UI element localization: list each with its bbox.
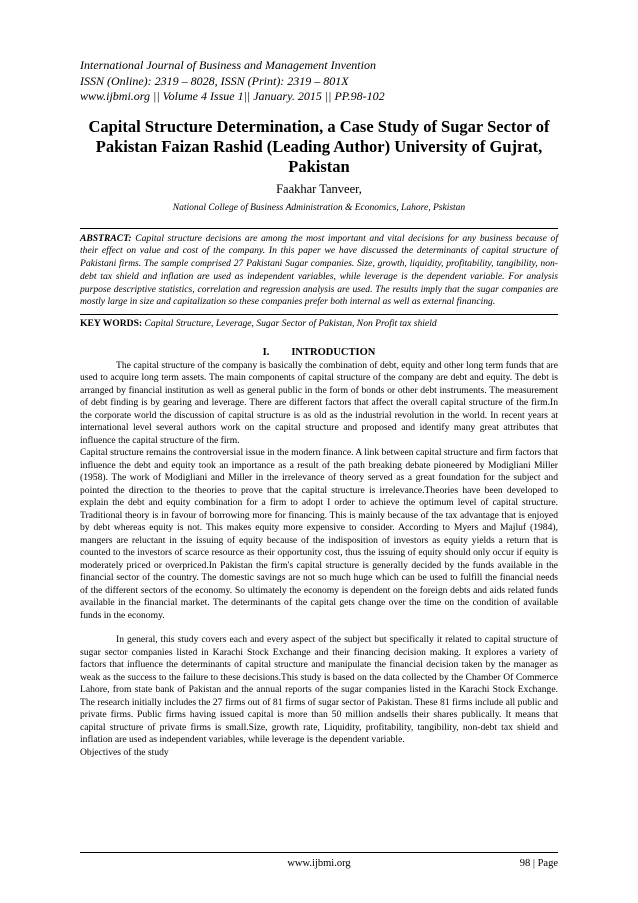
abstract-label: ABSTRACT: <box>80 232 132 244</box>
paper-affiliation: National College of Business Administration & Economics, Lahore, Pskistan <box>172 202 466 213</box>
abstract <box>80 233 558 310</box>
paragraph-3: In general, this study covers each and every aspect of the subject but specifically it related to capital structure of sugar sector companies listed in Karachi Stock Exchange and their financing decision making. It explores a variety of factors that influence the determinants of capital structure and manipulate the financial decision taken by the manager as weak as the success to the failure to these decisions.This study is based on the data collected by the Chamber Of Commerce Lahore, from state bank of Pakistan and the annual reports of the sugar companies listed in the Karachi Stock Exchange. The research initially includes the 27 firms out of 81 firms of sugar sector of Pakistan. These 81 firms include all public and private firms. Public firms having issued capital is more than 50 million andsells their shares publically. It means that capital structure of private firms is small.Size, growth rate, Liquidity, profitability, tangibility, non-debt tax shield and inflation are used as independent variables, while leverage is the dependent variable. <box>80 634 558 746</box>
keywords-label: KEY WORDS: <box>80 318 143 330</box>
footer-rule <box>80 852 558 853</box>
keywords-text: Capital Structure, Leverage, Sugar Sector of Pakistan, Non Profit tax shield <box>144 318 437 330</box>
section-number: I. <box>262 346 270 358</box>
paper-page <box>80 58 558 759</box>
paragraph-2: Capital structure remains the controversial issue in the modern finance. A link between capital structure and firm factors that influence the debt and equity took an importance as a result of the path breaking debate pioneered by Modigliani Miller (1958). The work of Modigliani and Miller in the irrelevance of theory served as a great foundation for the subject and pointed the direction to the theories to prove that the capital structure is irrelevance.Theories have been developed to explain the debt and equity combination for a firm to adopt I order to achieve the optimum level of capital structure. Traditional theory is in favour of borrowing more for financing. This is mainly because of the tax advantage that is enjoyed by debt whereas equity is not. This makes equity more expensive to consider. According to Myers and Majluf (1984), mangers are reluctant in the issuing of equity because of the indisposition of investors as equity yields a return that is counted to the investors of scarce resource as their opportunity cost, thus the issuing of equity should only occur if equity is moderately priced or overpriced.In Pakistan the firm's capital structure is generally decided by the funds available in the financial sector of the country. The domestic savings are not so much huge which can be used to fulfill the financial needs of the different sectors of the economy. So ultimately the economy is dependent on the foreign debts and aids related funds available in the financial market. The determinants of the capital gets change over the time on the condition of available funds in the economy. <box>80 447 558 621</box>
abstract-text: Capital structure decisions are among the most important and vital decisions for any business because of their effect on value and cost of the company. In this paper we have discussed the determinants of capital structure of Pakistani firms. The sample comprised 27 Pakistani Sugar companies. Size, growth, liquidity, profitability, tangibility, non-debt tax shield and inflation are used as independent variables, while leverage is the dependent variable. For analysis purpose descriptive statistics, correlation and regression analysis are used. The results imply that the sugar companies are mostly large in size and capitalization so these companies prefer both internal as well as external financing. <box>80 232 558 308</box>
section-title: INTRODUCTION <box>291 346 376 358</box>
keywords <box>80 318 558 331</box>
paragraph-4: Objectives of the study <box>80 746 169 758</box>
journal-header <box>80 58 558 105</box>
body-text <box>80 360 558 760</box>
journal-issue: www.ijbmi.org || Volume 4 Issue 1|| January. 2015 || PP.98-102 <box>80 89 385 103</box>
footer-url: www.ijbmi.org <box>287 858 351 869</box>
abstract-top-rule <box>80 228 558 229</box>
journal-name: International Journal of Business and Management Invention <box>80 58 376 72</box>
journal-issn: ISSN (Online): 2319 – 8028, ISSN (Print): 2319 – 801X <box>80 73 349 88</box>
section-heading <box>80 346 558 359</box>
paper-author: Faakhar Tanveer, <box>276 181 362 196</box>
abstract-bottom-rule <box>80 314 558 315</box>
paragraph-1: The capital structure of the company is basically the combination of debt, equity and other long term funds that are used to acquire long term assets. The main components of capital structure of the company are debt and equity. The debt is arranged by financial institution as well as general public in the form of bonds or other debt instruments. The measurement of debt finding is by gearing and leverage. There are different factors that affect the overall capital structure of the firm.In the corporate world the discussion of capital structure is as old as the industrial revolution in the world. In recent years at international level several authors work on the capital structure and proposed and identify many great attributes that influence the capital structure of the firm. <box>80 359 558 446</box>
footer-page-number: 98 | Page <box>519 858 558 869</box>
paper-title: Capital Structure Determination, a Case Study of Sugar Sector of Pakistan Faizan Rashid (Leading Author) University of Gujrat, Pakistan <box>88 116 550 176</box>
